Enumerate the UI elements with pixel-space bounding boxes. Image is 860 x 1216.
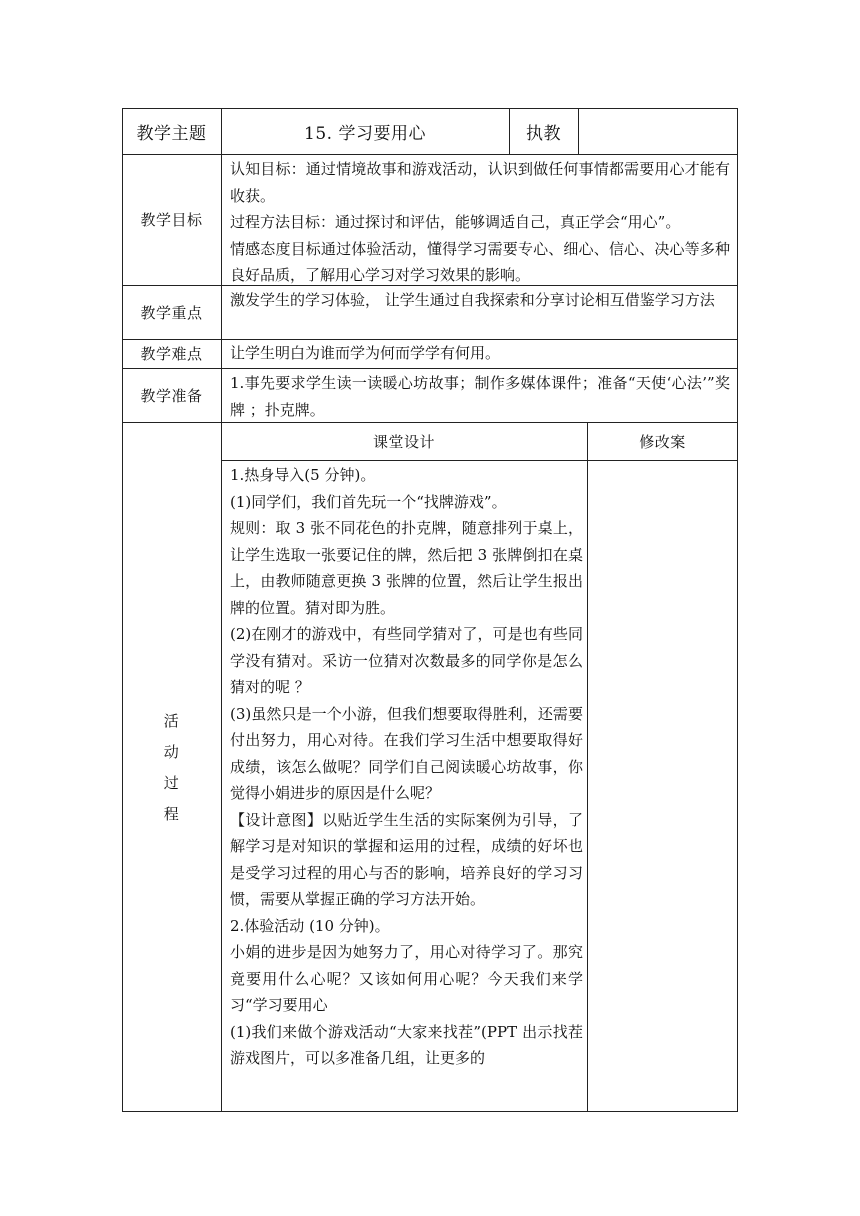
activity-label-char: 过 [163, 774, 180, 792]
design-column-header: 课堂设计 [372, 432, 435, 451]
design-paragraph: 【设计意图】以贴近学生生活的实际案例为引导，了解学习是对知识的掌握和运用的过程，成绩的好坏也是受学习过程的用心与否的影响，培养良好的学习习惯，需要从掌握正确的学习方法开始。 [230, 810, 583, 908]
revision-column-header: 修改案 [639, 432, 686, 451]
objectives-text [230, 156, 730, 289]
key-points-text: 激发学生的学习体验， 让学生通过自我探索和分享讨论相互借鉴学习方法 [230, 291, 715, 309]
design-paragraph: 规则：取 3 张不同花色的扑克牌，随意排列于桌上，让学生选取一张要记住的牌，然后把 3 张牌倒扣在桌上，由教师随意更换 3 张牌的位置，然后让学生报出牌的位置。猜对即为胜。 [230, 519, 583, 617]
theme-value: 15. 学习要用心 [304, 123, 426, 144]
difficulties-label: 教学难点 [140, 345, 203, 363]
design-content [230, 462, 583, 1072]
design-paragraph: (2)在刚才的游戏中，有些同学猜对了，可是也有些同学没有猜对。采访一位猜对次数最多的同学你是怎么猜对的呢 ？ [230, 625, 583, 696]
activity-label-char: 活 [163, 712, 180, 730]
row-divider [221, 460, 738, 461]
difficulties-text: 让学生明白为谁而学为何而学学有何用。 [230, 344, 501, 362]
design-paragraph: (1)同学们，我们首先玩一个“找牌游戏”。 [230, 492, 507, 511]
objective-cognitive: 认知目标：通过情境故事和游戏活动，认识到做任何事情都需要用心才能有收获。 [230, 160, 730, 205]
design-paragraph: (1)我们来做个游戏活动“大家来找茬”(PPT 出示找茬游戏图片，可以多准备几组，让更多的 [230, 1022, 583, 1067]
preparation-text: 1.事先要求学生读一读暖心坊故事；制作多媒体课件；准备“天使‘心法’”奖牌 ；扑克牌。 [230, 374, 730, 419]
activity-label [122, 422, 221, 1112]
teacher-value [578, 108, 738, 154]
col-divider [587, 422, 588, 1112]
design-paragraph: 1.热身导入(5 分钟)。 [230, 466, 376, 484]
objective-process: 过程方法目标：通过探讨和评估，能够调适自己，真正学会“用心”。 [230, 213, 681, 231]
activity-label-char: 动 [163, 743, 180, 761]
design-paragraph: 小娟的进步是因为她努力了，用心对待学习了。那究竟要用什么心呢？又该如何用心呢？今天我们来学习“学习要用心 [230, 943, 583, 1014]
theme-label: 教学主题 [136, 123, 207, 144]
teacher-label: 执教 [526, 123, 561, 144]
col-divider [221, 108, 222, 1112]
preparation-label: 教学准备 [140, 386, 203, 405]
design-paragraph: (3)虽然只是一个小游，但我们想要取得胜利，还需要付出努力，用心对待。在我们学习生活中想要取得好成绩，该怎么做呢？同学们自己阅读暖心坊故事，你觉得小娟进步的原因是什么呢？ [230, 704, 583, 802]
key-points-label: 教学重点 [140, 303, 203, 322]
objectives-label: 教学目标 [140, 211, 203, 229]
objective-emotion: 情感态度目标通过体验活动，懂得学习需要专心、细心、信心、决心等多种良好品质，了解用心学习对学习效果的影响。 [230, 239, 730, 284]
design-paragraph: 2.体验活动 (10 分钟)。 [230, 916, 390, 935]
activity-label-char: 程 [163, 805, 180, 823]
